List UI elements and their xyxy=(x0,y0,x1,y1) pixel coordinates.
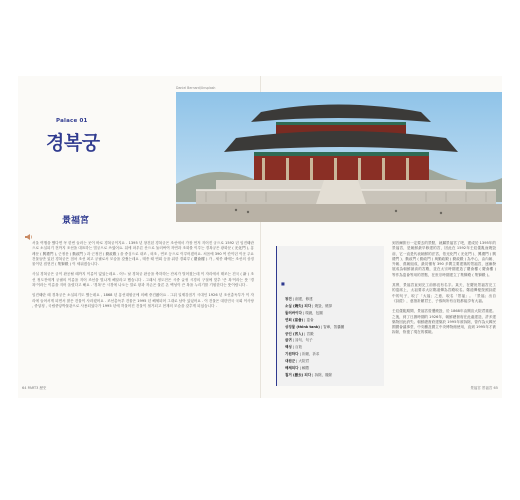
korean-body-text xyxy=(32,241,254,314)
korean-paragraph: 서울 여행을 했다면 꼭 한번 들러는 곳이 바로 경복궁이지요 . 1395 년 창건된 경복궁은 조선에서 가장 먼저 지어진 궁으로 1592 년 임진왜란으로 소실되기 전까지 조선을 대표하는 법궁으로 쓰였어요. 뒤에 파우른 산으로 둘러싸여 자연과 조화를 이루는 경복궁은 광화문 ( 光化門 ), 흥례문 ( 興禮門 ), 근정문 ( 勤政門 ) 과 근정전 ( 勤政殿 ) 을 중심으로 내조 , 외조 , 연조 등으로 이루어졌어요. 처음에 390 여 칸이던 이곳 주요 건물들만 있던 경복궁은 점차 조선 최고 궁궐로서 모습을 갖췄는데요 , 태종 때 연회 등을 위한 경회루 ( 慶會樓 ) 가 , 세종 때에는 조선의 상징물이던 집현전 ( 集賢殿 ) 이 세워졌습니다. xyxy=(32,241,254,267)
photo-credit: Daniel Bernard/Unsplash xyxy=(176,86,216,90)
palace-number: Palace 01 xyxy=(56,118,88,124)
vocab-item: 연회 (宴會) | 宴會 xyxy=(285,317,314,322)
vocab-item: 철거 (撤去) 되다 | 拆除，撤除 xyxy=(285,372,333,377)
title-hanja: 景福宮 xyxy=(62,216,90,226)
vocabulary-list xyxy=(285,296,344,379)
vocab-item: 백성 | 百姓 xyxy=(285,345,303,350)
vocab-item: 글귀 | 詩句，句子 xyxy=(285,338,313,343)
vocab-item: 기원하다 | 祈願，祈求 xyxy=(285,352,320,357)
vocab-item: 상징물 (think tank) | 智庫，智囊團 xyxy=(285,324,345,329)
vocab-item: 둘러싸이다 | 環繞，包圍 xyxy=(285,310,323,315)
palace-photo xyxy=(176,92,502,222)
chinese-paragraph: 壬辰倭亂期間，景福宮曾遭燒毀，於 1868年由興宣大院君重建。之後，到了日據時期的 1926年，朝鮮總督府在此處建造，許多建築物因此消失。朝鮮總督府建築於 1995年被拆除，曾作為大韓民國國會議事堂、中央廳及國立中央博物館使用，直到 1995年才被拆除，恢復了現在的樣貌。 xyxy=(392,309,496,335)
speaker-icon[interactable] xyxy=(24,226,34,234)
vocabulary-box xyxy=(276,246,384,386)
chinese-paragraph: 到首爾旅行一定要去的景點，就屬景福宮了吧，建成於 1395年的景福宮，是朝鮮最早修建的宮，因此在 1592年壬辰倭亂而燒毀前，它一直是代表朝鮮的法宮，依光化門 ( 光化門 )、興禮門 ( 興禮門 )、勤政門 ( 勤政門 ) 與勤政殿 ( 勤政殿 ) 為中心，由內朝、外朝、燕朝組成，最初僅有 390 多間主要建築的景福宮，逐漸發展成為朝鮮最高的宮殿，並在太宗時期建造了慶會樓 ( 慶會樓 ) 等作為宴會等用的景點，在世宗時期建立了集賢殿 ( 集賢殿 )。 xyxy=(392,241,496,277)
korean-paragraph: 임진왜란 때 경복궁은 소실되기도 했는데요 , 1868 년 흥선대원군에 의해 중건됐어요 . 그뒤 일제강점기 시대인 1926 년 조선총독부가 이 자리에 들어서게 되면서 많은 건물이 사라졌어요 . 조선총독부 건물은 1995 년 해체되어 그대로 남아 있었어요 . 이 건물은 대한민국 국회 이사당 , 중앙청 , 국립중앙박물관으로 사용되었다가 1995 년에 허물어진 건물이 철거되고 현재의 모습을 갖추게 되었습니다 . xyxy=(32,293,254,308)
vocab-item: 궁인 (宮人) | 宮殿 xyxy=(285,331,314,336)
page-title: 경복궁 xyxy=(46,132,100,154)
vocab-item: 소실 (燒失) 되다 | 燒毀，燒掉 xyxy=(285,303,333,308)
vocab-item: 대원군 | 大院君 xyxy=(285,359,310,364)
vocab-item: 창건 | 創建，修建 xyxy=(285,297,313,301)
vocab-item: 해체되다 | 解體 xyxy=(285,366,309,371)
right-page-footer: 景福宮 景福宮 65 xyxy=(470,386,498,390)
chinese-paragraph: 其實，景福宮直到完工前都沒有名字。某天，在慶祝景福宮完工的宴席上，太祖要求大臣鄭道傳為宮殿取名。鄭道傳便按照詩經中的句子，取了「大福」之意，取名「景福」。「景福」出自《詩經》，意指祈願君王、子孫與所有百姓都能享有大福。 xyxy=(392,283,496,303)
vocabulary-icon: ■ xyxy=(281,281,285,286)
korean-paragraph: 사실 경복궁은 궁이 완공될 때까지 이름이 없었는데요 . 어느 날 경복궁 완공을 축하하는 잔치가 벌어졌는데 이 자리에서 태조는 건국 ( 新 ) 조선 정도전에게 궁궐의 이름을 지어 조선을 빛나게 해달라고 했습니다 . 그래서 정도전은 시중 글귀 시경의 구절에 맞추 '큰 복'이라는 뜻 '경복'이라는 이름을 지어 올렸다고 해요 . '경복'은 시경에 나오는 말로 왕과 자손은 물론 온 백성이 큰 복을 누리기를 기원한다는 뜻이랍니다 . xyxy=(32,272,254,288)
left-page-footer: 64 PART3 歷史 xyxy=(22,386,47,390)
chinese-body-text xyxy=(392,241,496,341)
